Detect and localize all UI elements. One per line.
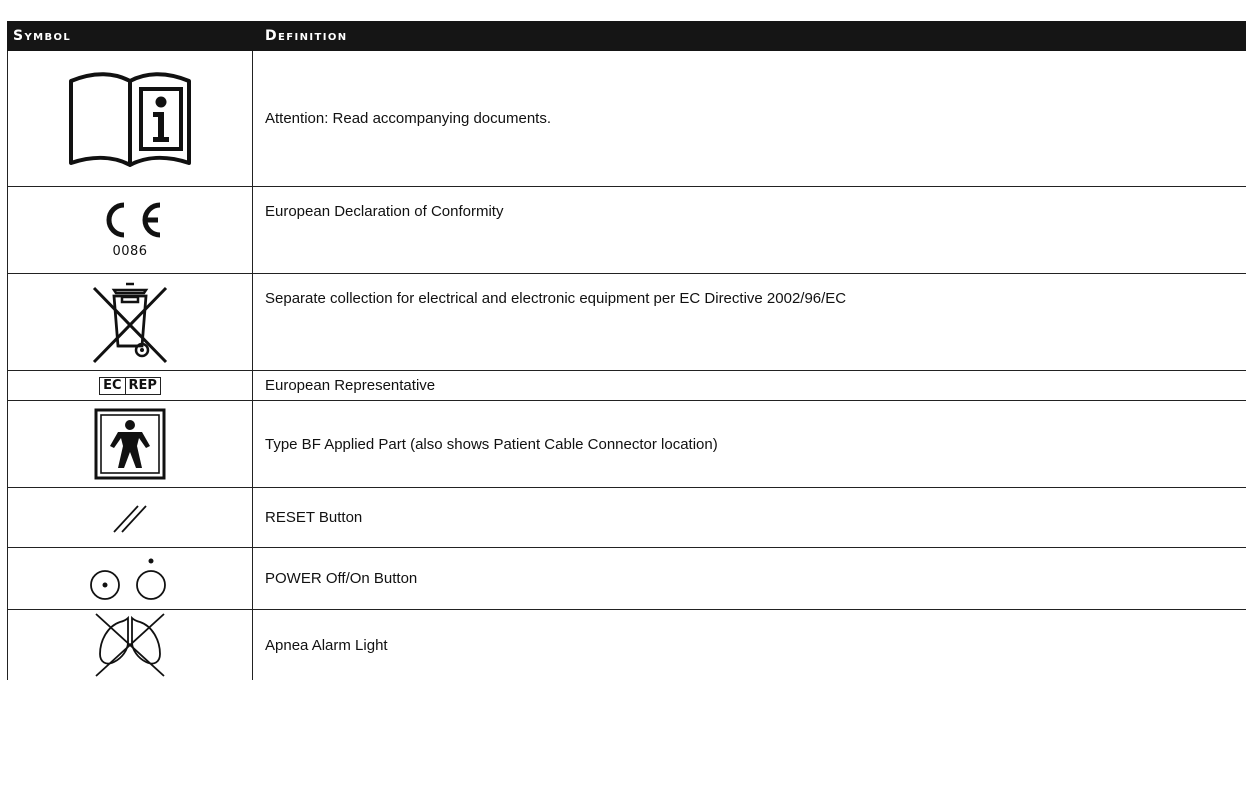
definition-cell: POWER Off/On Button	[265, 570, 418, 587]
table-row	[7, 548, 1246, 610]
table-row	[7, 371, 1246, 401]
symbol-cell	[7, 488, 253, 547]
definition-column-header: Definition	[265, 28, 348, 44]
definition-cell: Apnea Alarm Light	[265, 636, 388, 654]
symbol-cell	[7, 274, 253, 370]
symbol-cell	[7, 187, 253, 273]
definition-cell: Separate collection for electrical and electronic equipment per EC Directive 2002/96/EC	[265, 290, 847, 307]
symbol-cell	[7, 371, 253, 400]
definition-cell: European Representative	[265, 377, 436, 394]
table-row	[7, 51, 1246, 187]
table-row	[7, 274, 1246, 371]
symbol-definition-table	[7, 21, 1246, 680]
definition-cell: European Declaration of Conformity	[265, 203, 504, 220]
table-row	[7, 610, 1246, 680]
table-row	[7, 187, 1246, 274]
ec-label: EC	[103, 377, 122, 393]
table-header	[7, 21, 1246, 51]
apnea-crossed-lungs-icon	[94, 612, 166, 678]
symbol-cell	[7, 548, 253, 609]
symbol-cell	[7, 610, 253, 680]
table-row	[7, 488, 1246, 548]
rep-label: REP	[125, 378, 160, 394]
table-row	[7, 401, 1246, 488]
symbol-column-header: Symbol	[13, 28, 72, 44]
definition-cell: Type BF Applied Part (also shows Patient Cable Connector location)	[265, 435, 718, 453]
ce-mark-icon	[94, 202, 166, 238]
definition-cell: Attention: Read accompanying documents.	[265, 110, 552, 127]
read-documents-icon	[65, 67, 195, 171]
definition-cell: RESET Button	[265, 509, 363, 526]
symbol-cell	[7, 51, 253, 186]
ce-notified-body-number: 0086	[112, 243, 148, 259]
ec-rep-icon	[99, 377, 161, 395]
type-bf-applied-part-icon	[94, 408, 166, 480]
symbol-cell	[7, 401, 253, 487]
power-off-on-icon	[85, 555, 175, 603]
reset-slash-icon	[110, 502, 150, 534]
weee-crossed-bin-icon	[90, 280, 170, 364]
